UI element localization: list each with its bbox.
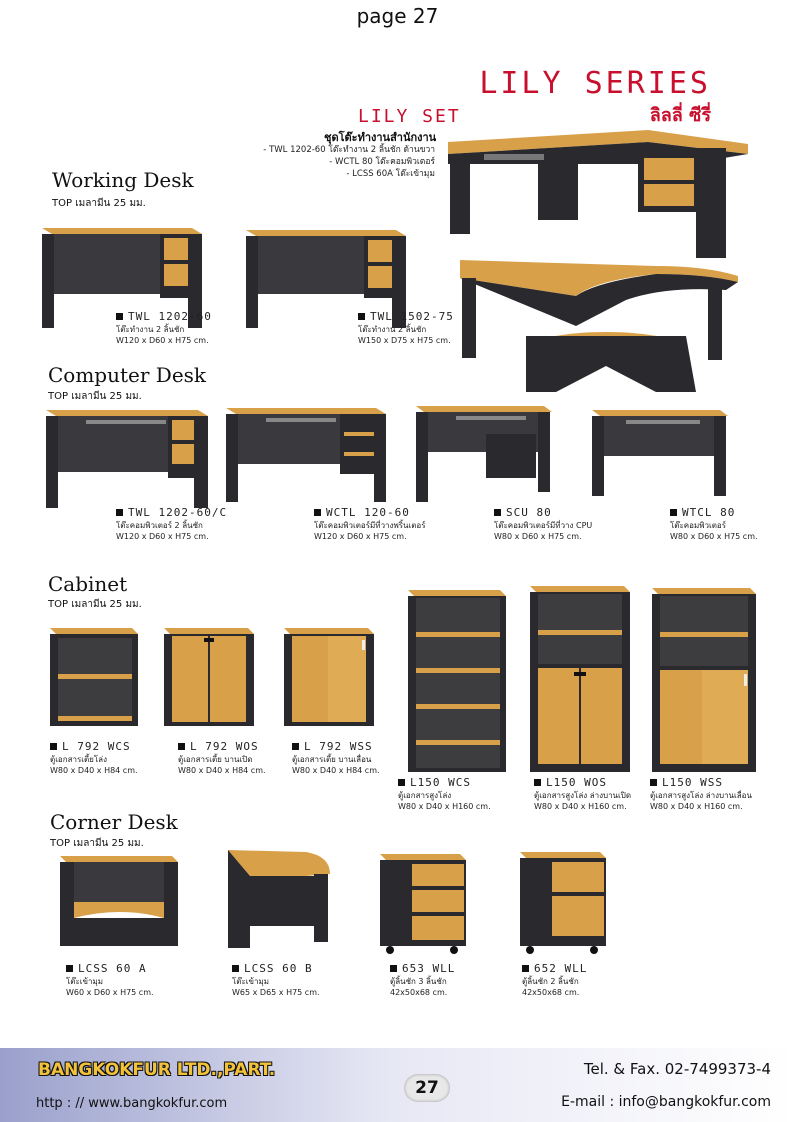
twl1202-info: [116, 310, 212, 346]
l150wss-image: [652, 586, 756, 772]
l150wos-image: [530, 584, 630, 772]
bullet-square-icon: [358, 313, 365, 320]
l792wos-code: L 792 WOS: [178, 740, 266, 754]
l792wcs-size: W80 x D40 x H84 cm.: [50, 766, 138, 775]
bullet-square-icon: [650, 779, 657, 786]
twl1202-code: TWL 1202-60: [116, 310, 212, 324]
scu80-code: SCU 80: [494, 506, 592, 520]
section-title-computer-desk: Computer Desk: [48, 363, 207, 387]
lily-set-desk-image: [448, 124, 748, 258]
w653-size: 42x50x68 cm.: [390, 988, 448, 997]
lily-set-item: - WCTL 80 โต๊ะคอมพิวเตอร์: [329, 157, 435, 167]
footer-page-number: 27: [404, 1074, 450, 1102]
l150wos-size: W80 x D40 x H160 cm.: [534, 802, 627, 811]
l792wss-code: L 792 WSS: [292, 740, 380, 754]
l150wss-desc: ตู้เอกสารสูงโล่ง ล่างบานเลื่อน: [650, 791, 752, 800]
wtcl80-desc: โต๊ะคอมพิวเตอร์: [670, 521, 727, 530]
footer-email-link[interactable]: E-mail : info@bangkokfur.com: [561, 1094, 771, 1110]
bullet-square-icon: [178, 743, 185, 750]
l792wos-info: [178, 740, 266, 776]
lcss60a-size: W60 x D60 x H75 cm.: [66, 988, 154, 997]
bullet-square-icon: [534, 779, 541, 786]
lily-set-item: - LCSS 60A โต๊ะเข้ามุม: [346, 169, 435, 179]
wctl120-size: W120 x D60 x H75 cm.: [314, 532, 407, 541]
l150wos-info: [534, 776, 631, 812]
lily-set-corner-image: [456, 256, 738, 392]
lcss60a-code: LCSS 60 A: [66, 962, 154, 976]
lcss60b-size: W65 x D65 x H75 cm.: [232, 988, 320, 997]
series-title: LILY SERIES: [479, 66, 711, 101]
w652-image: [520, 850, 606, 954]
lily-set-item: - TWL 1202-60 โต๊ะทำงาน 2 ลิ้นชัก ด้านขวา: [263, 145, 435, 155]
l792wos-image: [164, 626, 254, 726]
wtcl80-info: [670, 506, 758, 542]
twl1202c-desc: โต๊ะคอมพิวเตอร์ 2 ลิ้นชัก: [116, 521, 203, 530]
footer-website-link[interactable]: http : // www.bangkokfur.com: [36, 1096, 228, 1111]
series-thai-title: ลิลลี่ ซีรี่: [649, 105, 711, 126]
twl1202c-code: TWL 1202-60/C: [116, 506, 227, 520]
l792wos-size: W80 x D40 x H84 cm.: [178, 766, 266, 775]
lcss60a-image: [60, 854, 178, 946]
wtcl80-size: W80 x D60 x H75 cm.: [670, 532, 758, 541]
lcss60b-image: [226, 848, 330, 948]
l150wos-desc: ตู้เอกสารสูงโล่ง ล่างบานเปิด: [534, 791, 632, 800]
footer-company-name: BANGKOKFUR LTD.,PART.: [38, 1060, 276, 1080]
wtcl80-code: WTCL 80: [670, 506, 758, 520]
twl1502-info: [358, 310, 454, 346]
twl1202-desc: โต๊ะทำงาน 2 ลิ้นชัก: [116, 325, 185, 334]
bullet-square-icon: [66, 965, 73, 972]
l792wss-info: [292, 740, 380, 776]
l792wos-desc: ตู้เอกสารเตี้ย บานเปิด: [178, 755, 253, 764]
bullet-square-icon: [522, 965, 529, 972]
twl1502-size: W150 x D75 x H75 cm.: [358, 336, 451, 345]
w653-code: 653 WLL: [390, 962, 455, 976]
lily-set-description: ชุดโต๊ะทำงานสำนักงาน: [324, 131, 437, 144]
twl1502-desc: โต๊ะทำงาน 2 ลิ้นชัก: [358, 325, 427, 334]
lcss60b-desc: โต๊ะเข้ามุม: [232, 977, 270, 986]
l150wcs-image: [408, 588, 506, 772]
lcss60a-desc: โต๊ะเข้ามุม: [66, 977, 104, 986]
wctl120-image: [226, 406, 386, 502]
l150wcs-code: L150 WCS: [398, 776, 491, 790]
scu80-desc: โต๊ะคอมพิวเตอร์มีที่วาง CPU: [494, 521, 593, 530]
twl1202c-image: [46, 408, 208, 508]
w652-info: [522, 962, 587, 998]
l150wss-code: L150 WSS: [650, 776, 752, 790]
l792wcs-image: [50, 626, 138, 726]
bullet-square-icon: [50, 743, 57, 750]
page-label: page 27: [356, 4, 439, 28]
l150wos-code: L150 WOS: [534, 776, 631, 790]
l792wss-image: [284, 626, 374, 726]
l150wcs-info: [398, 776, 491, 812]
bullet-square-icon: [398, 779, 405, 786]
lily-set-items: [263, 144, 435, 180]
l150wss-size: W80 x D40 x H160 cm.: [650, 802, 743, 811]
w653-info: [390, 962, 455, 998]
twl1202-size: W120 x D60 x H75 cm.: [116, 336, 209, 345]
l792wcs-code: L 792 WCS: [50, 740, 138, 754]
section-title-corner-desk: Corner Desk: [50, 810, 178, 834]
l150wcs-size: W80 x D40 x H160 cm.: [398, 802, 491, 811]
lcss60a-info: [66, 962, 154, 998]
scu80-image: [416, 404, 552, 502]
w652-code: 652 WLL: [522, 962, 587, 976]
scu80-info: [494, 506, 592, 542]
bullet-square-icon: [494, 509, 501, 516]
section-title-working-desk: Working Desk: [52, 168, 194, 192]
wctl120-info: [314, 506, 426, 542]
section-sub-corner-desk: TOP เมลามีน 25 มม.: [50, 838, 144, 849]
bullet-square-icon: [292, 743, 299, 750]
w652-desc: ตู้ลิ้นชัก 2 ลิ้นชัก: [522, 977, 579, 986]
l792wss-desc: ตู้เอกสารเตี้ย บานเลื่อน: [292, 755, 372, 764]
section-sub-cabinet: TOP เมลามีน 25 มม.: [48, 599, 142, 610]
wctl120-desc: โต๊ะคอมพิวเตอร์มีที่วางพริ้นเตอร์: [314, 521, 426, 530]
scu80-size: W80 x D60 x H75 cm.: [494, 532, 582, 541]
lily-set-title: LILY SET: [358, 106, 461, 127]
bullet-square-icon: [116, 313, 123, 320]
lcss60b-info: [232, 962, 320, 998]
l150wcs-desc: ตู้เอกสารสูงโล่ง: [398, 791, 452, 800]
footer-telephone: Tel. & Fax. 02-7499373-4: [583, 1060, 771, 1078]
w653-image: [380, 852, 466, 954]
bullet-square-icon: [232, 965, 239, 972]
bullet-square-icon: [116, 509, 123, 516]
wtcl80-image: [592, 408, 728, 496]
bullet-square-icon: [314, 509, 321, 516]
twl1502-code: TWL 1502-75: [358, 310, 454, 324]
bullet-square-icon: [670, 509, 677, 516]
twl1202c-size: W120 x D60 x H75 cm.: [116, 532, 209, 541]
section-title-cabinet: Cabinet: [48, 572, 128, 596]
section-sub-computer-desk: TOP เมลามีน 25 มม.: [48, 391, 142, 402]
wctl120-code: WCTL 120-60: [314, 506, 426, 520]
l792wcs-info: [50, 740, 138, 776]
l150wss-info: [650, 776, 752, 812]
bullet-square-icon: [390, 965, 397, 972]
l792wcs-desc: ตู้เอกสารเตี้ยโล่ง: [50, 755, 107, 764]
w653-desc: ตู้ลิ้นชัก 3 ลิ้นชัก: [390, 977, 447, 986]
section-sub-working-desk: TOP เมลามีน 25 มม.: [52, 198, 146, 209]
w652-size: 42x50x68 cm.: [522, 988, 580, 997]
l792wss-size: W80 x D40 x H84 cm.: [292, 766, 380, 775]
lcss60b-code: LCSS 60 B: [232, 962, 320, 976]
twl1202c-info: [116, 506, 227, 542]
